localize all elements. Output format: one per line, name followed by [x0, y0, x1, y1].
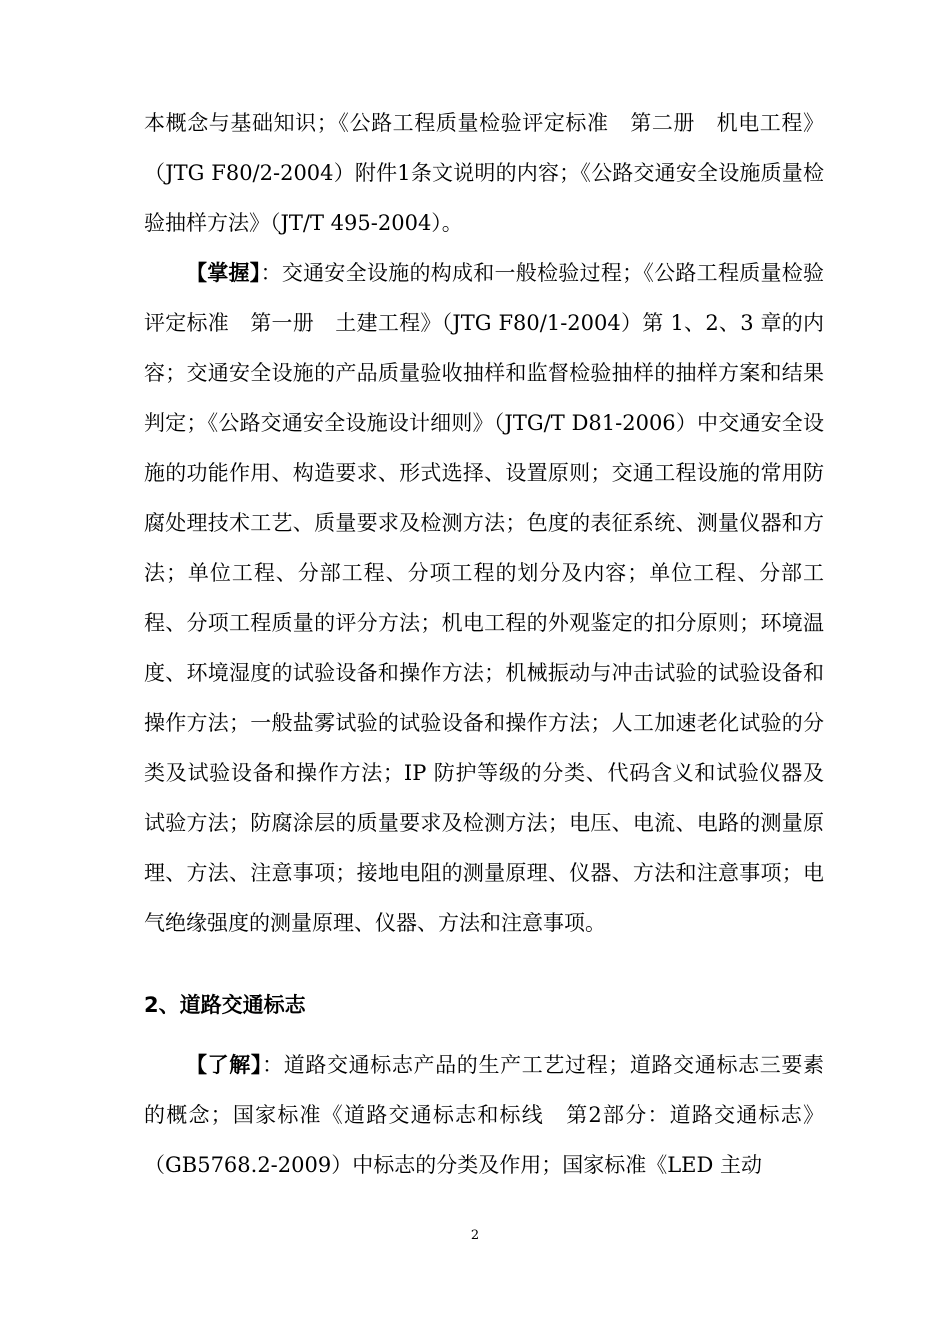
paragraph-text: ：交通安全设施的构成和一般检验过程；《公路工程质量检验评定标准 第一册 土建工程》（JTG F80/1-2004）第 1、2、3 章的内容；交通安全设施的产品质量验收抽样和监督检验抽样的抽样方案和结果判定；《公路交通安全设施设计细则》（JTG/T D81-2006）中交通安全设施的功能作用、构造要求、形式选择、设置原则；交通工程设施的常用防腐处理技术工艺、质量要求及检测方法；色度的表征系统、测量仪器和方法；单位工程、分部工程、分项工程的划分及内容；单位工程、分部工程、分项工程质量的评分方法；机电工程的外观鉴定的扣分原则；环境温度、环境湿度的试验设备和操作方法；机械振动与冲击试验的试验设备和操作方法；一般盐雾试验的试验设备和操作方法；人工加速老化试验的分类及试验设备和操作方法；IP 防护等级的分类、代码含义和试验仪器及试验方法；防腐涂层的质量要求及检测方法；电压、电流、电路的测量原理、方法、注意事项；接地电阻的测量原理、仪器、方法和注意事项；电气绝缘强度的测量原理、仪器、方法和注意事项。	[144, 261, 825, 935]
section-heading: 2、道路交通标志	[144, 993, 306, 1017]
document-body	[144, 98, 824, 1190]
paragraph-master	[144, 248, 824, 948]
paragraph-continued	[144, 98, 824, 248]
paragraph-understand	[144, 1040, 824, 1190]
paragraph-lead: 【了解】	[186, 1052, 263, 1077]
page-number: 2	[470, 1228, 480, 1243]
paragraph-text: ：道路交通标志产品的生产工艺过程；道路交通标志三要素的概念；国家标准《道路交通标志和标线 第2部分：道路交通标志》（GB5768.2-2009）中标志的分类及作用；国家标准《LED 主动	[144, 1053, 825, 1177]
paragraph-text: 本概念与基础知识；《公路工程质量检验评定标准 第二册 机电工程》（JTG F80/2-2004）附件1条文说明的内容；《公路交通安全设施质量检验抽样方法》（JT/T 495-2004）。	[144, 111, 824, 235]
paragraph-lead: 【掌握】	[186, 260, 261, 285]
